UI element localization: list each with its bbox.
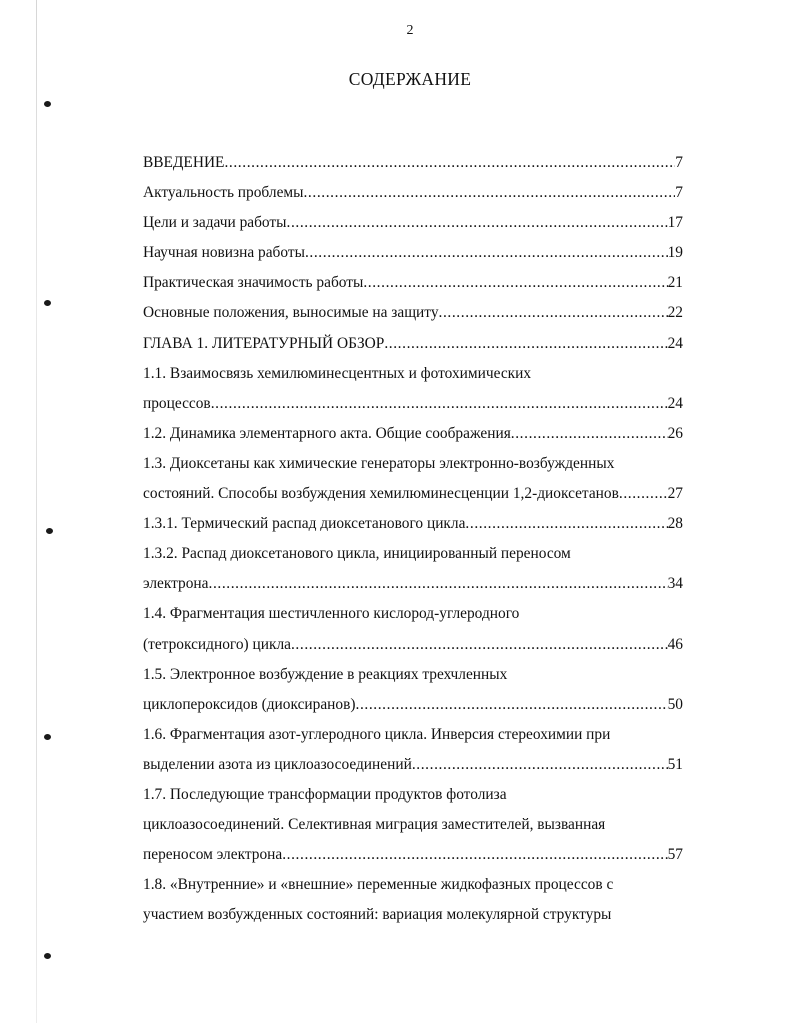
toc-entry <box>143 660 683 690</box>
toc-entry-text: 1.2. Динамика элементарного акта. Общие соображения <box>143 424 511 442</box>
toc-dot-leader <box>291 630 668 660</box>
table-of-contents <box>143 148 683 930</box>
toc-entry <box>143 449 683 479</box>
toc-entry <box>143 329 683 359</box>
toc-entry-page: 17 <box>667 214 683 232</box>
toc-entry-text: 1.5. Электронное возбуждение в реакциях трехчленных <box>143 665 508 683</box>
toc-dot-leader <box>384 329 667 359</box>
toc-entry-page: 50 <box>667 695 683 713</box>
toc-entry <box>143 268 683 298</box>
toc-entry-page: 24 <box>667 394 683 412</box>
toc-entry <box>143 479 683 509</box>
toc-dot-leader <box>209 569 668 599</box>
toc-entry-page: 57 <box>667 846 683 864</box>
toc-entry-text: циклопероксидов (диоксиранов) <box>143 695 356 713</box>
toc-dot-leader <box>619 479 668 509</box>
toc-entry <box>143 720 683 750</box>
binding-hole-mark <box>46 528 53 534</box>
toc-entry <box>143 870 683 900</box>
toc-entry <box>143 359 683 389</box>
toc-entry <box>143 298 683 328</box>
toc-dot-leader <box>303 178 675 208</box>
toc-entry <box>143 238 683 268</box>
scan-binding-edge <box>36 0 37 1023</box>
toc-entry-text: 1.3.1. Термический распад диоксетанового цикла <box>143 515 466 533</box>
toc-dot-leader <box>439 298 668 328</box>
toc-entry-text: состояний. Способы возбуждения хемилюминесценции 1,2-диоксетанов <box>143 485 619 503</box>
toc-entry-text: Цели и задачи работы <box>143 214 287 232</box>
toc-dot-leader <box>412 750 668 780</box>
toc-entry-text: 1.8. «Внутренние» и «внешние» переменные жидкофазных процессов с <box>143 876 614 894</box>
toc-entry-page: 24 <box>667 334 683 352</box>
toc-entry <box>143 900 683 930</box>
toc-entry-text: переносом электрона <box>143 846 283 864</box>
toc-dot-leader <box>305 238 668 268</box>
toc-title: СОДЕРЖАНИЕ <box>348 69 472 89</box>
binding-hole-mark <box>44 953 51 959</box>
toc-dot-leader <box>511 419 668 449</box>
toc-entry <box>143 780 683 810</box>
toc-entry <box>143 148 683 178</box>
toc-entry <box>143 419 683 449</box>
toc-entry <box>143 389 683 419</box>
toc-entry-page: 21 <box>667 274 683 292</box>
page-number: 2 <box>406 23 414 38</box>
toc-entry <box>143 599 683 629</box>
toc-entry-page: 51 <box>667 755 683 773</box>
toc-entry <box>143 840 683 870</box>
toc-entry-text: 1.1. Взаимосвязь хемилюминесцентных и фотохимических <box>143 364 532 382</box>
toc-entry-page: 26 <box>667 424 683 442</box>
binding-hole-mark <box>44 734 51 740</box>
toc-entry-text: электрона <box>143 575 209 593</box>
toc-dot-leader <box>287 208 668 238</box>
toc-entry <box>143 208 683 238</box>
toc-entry-page: 7 <box>675 184 683 202</box>
toc-entry-text: (тетроксидного) цикла <box>143 635 291 653</box>
toc-entry <box>143 810 683 840</box>
binding-hole-mark <box>44 300 51 306</box>
toc-dot-leader <box>224 148 675 178</box>
toc-entry-text: процессов <box>143 394 211 412</box>
toc-entry-text: 1.4. Фрагментация шестичленного кислород-углеродного <box>143 605 520 623</box>
toc-dot-leader <box>465 509 667 539</box>
toc-entry-page: 34 <box>667 575 683 593</box>
toc-entry-text: 1.6. Фрагментация азот-углеродного цикла. Инверсия стереохимии при <box>143 725 611 743</box>
toc-entry-page: 7 <box>675 154 683 171</box>
toc-entry-text: Актуальность проблемы <box>143 184 304 202</box>
toc-entry <box>143 630 683 660</box>
binding-hole-mark <box>44 101 51 107</box>
toc-entry-text: ГЛАВА 1. ЛИТЕРАТУРНЫЙ ОБЗОР <box>143 334 385 352</box>
toc-entry-text: 1.3.2. Распад диоксетанового цикла, инициированный переносом <box>143 545 571 563</box>
toc-entry <box>143 509 683 539</box>
toc-entry-text: Практическая значимость работы <box>143 274 364 292</box>
toc-dot-leader <box>211 389 668 419</box>
toc-entry <box>143 569 683 599</box>
toc-entry <box>143 178 683 208</box>
toc-entry-text: 1.7. Последующие трансформации продуктов фотолиза <box>143 785 507 803</box>
toc-entry-page: 27 <box>667 485 683 503</box>
toc-entry-page: 19 <box>667 244 683 262</box>
toc-entry-text: Научная новизна работы <box>143 244 305 262</box>
toc-entry-page: 22 <box>667 304 683 322</box>
toc-entry-text: участием возбужденных состояний: вариация молекулярной структуры <box>143 906 612 924</box>
toc-entry <box>143 539 683 569</box>
toc-dot-leader <box>356 690 668 720</box>
toc-entry <box>143 750 683 780</box>
toc-entry-text: 1.3. Диоксетаны как химические генераторы электронно-возбужденных <box>143 454 615 472</box>
toc-entry-page: 46 <box>667 635 683 653</box>
toc-dot-leader <box>282 840 667 870</box>
toc-entry-text: выделении азота из циклоазосоединений <box>143 755 412 773</box>
toc-entry-page: 28 <box>667 515 683 533</box>
toc-dot-leader <box>363 268 667 298</box>
toc-entry <box>143 690 683 720</box>
toc-entry-text: Основные положения, выносимые на защиту <box>143 304 439 322</box>
toc-entry-text: ВВЕДЕНИЕ <box>143 154 225 171</box>
toc-entry-text: циклоазосоединений. Селективная миграция заместителей, вызванная <box>143 816 606 834</box>
